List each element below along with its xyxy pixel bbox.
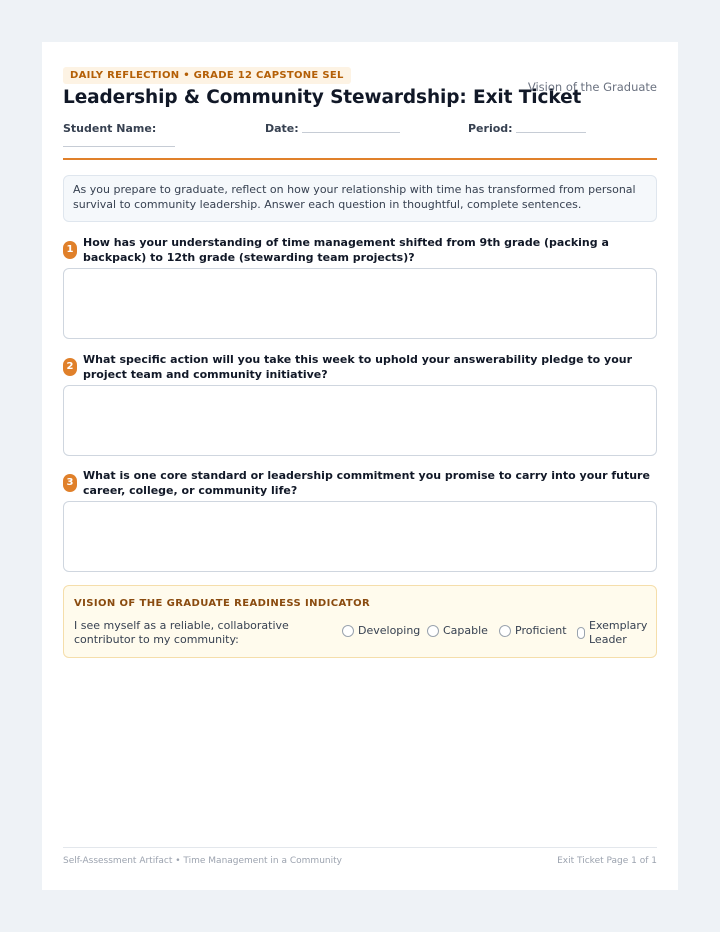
- option-label: Developing: [358, 624, 421, 637]
- radio-circle-icon[interactable]: [342, 625, 354, 637]
- option-exemplary-leader[interactable]: [577, 619, 648, 647]
- answer-box-1[interactable]: [63, 268, 657, 339]
- radio-circle-icon[interactable]: [577, 627, 585, 639]
- question-text: How has your understanding of time management shifted from 9th grade (packing a backpack) to 12th grade (stewarding team projects)?: [83, 236, 609, 264]
- indicator-statement: I see myself as a reliable, collaborative contributor to my community:: [74, 619, 289, 646]
- student-name-field[interactable]: [63, 122, 156, 135]
- period-field[interactable]: [468, 122, 586, 135]
- indicator-title: VISION OF THE GRADUATE READINESS INDICATOR: [74, 598, 371, 609]
- vision-label: Vision of the Graduate: [527, 80, 657, 94]
- header-divider: [63, 158, 657, 160]
- date-label: Date:: [265, 122, 299, 135]
- radio-circle-icon[interactable]: [427, 625, 439, 637]
- page-title: Leadership & Community Stewardship: Exit Ticket: [63, 87, 582, 108]
- date-field[interactable]: [265, 122, 400, 135]
- answer-box-2[interactable]: [63, 385, 657, 456]
- question-text: What specific action will you take this week to uphold your answerability pledge to your project team and community initiative?: [83, 353, 633, 381]
- option-proficient[interactable]: [499, 624, 567, 637]
- option-developing[interactable]: [342, 624, 420, 637]
- option-capable[interactable]: [427, 624, 488, 637]
- student-name-line[interactable]: [63, 146, 175, 147]
- question-number-badge: 3: [63, 474, 77, 492]
- radio-circle-icon[interactable]: [499, 625, 511, 637]
- question-text: What is one core standard or leadership commitment you promise to carry into your future career, college, or community life?: [83, 469, 650, 497]
- option-label: Proficient: [515, 624, 567, 637]
- footer-left: Self-Assessment Artifact • Time Management in a Community: [63, 856, 342, 866]
- student-name-label: Student Name:: [63, 122, 157, 135]
- date-line[interactable]: [302, 132, 400, 133]
- footer-divider: [63, 847, 657, 848]
- answer-box-3[interactable]: [63, 501, 657, 572]
- worksheet-page: [42, 42, 678, 890]
- readiness-indicator: [63, 585, 657, 658]
- option-label: Capable: [443, 624, 488, 637]
- period-label: Period:: [468, 122, 513, 135]
- question-number-badge: 1: [63, 241, 77, 259]
- footer-page-number: Exit Ticket Page 1 of 1: [557, 856, 657, 866]
- option-label: Exemplary Leader: [589, 619, 648, 646]
- instructions-box: As you prepare to graduate, reflect on how your relationship with time has transformed from personal survival to community leadership. Answer each question in thoughtful, complete sentences.: [63, 175, 657, 222]
- period-line[interactable]: [516, 132, 586, 133]
- question-number-badge: 2: [63, 358, 77, 376]
- daily-reflection-tag: DAILY REFLECTION • GRADE 12 CAPSTONE SEL: [63, 67, 351, 84]
